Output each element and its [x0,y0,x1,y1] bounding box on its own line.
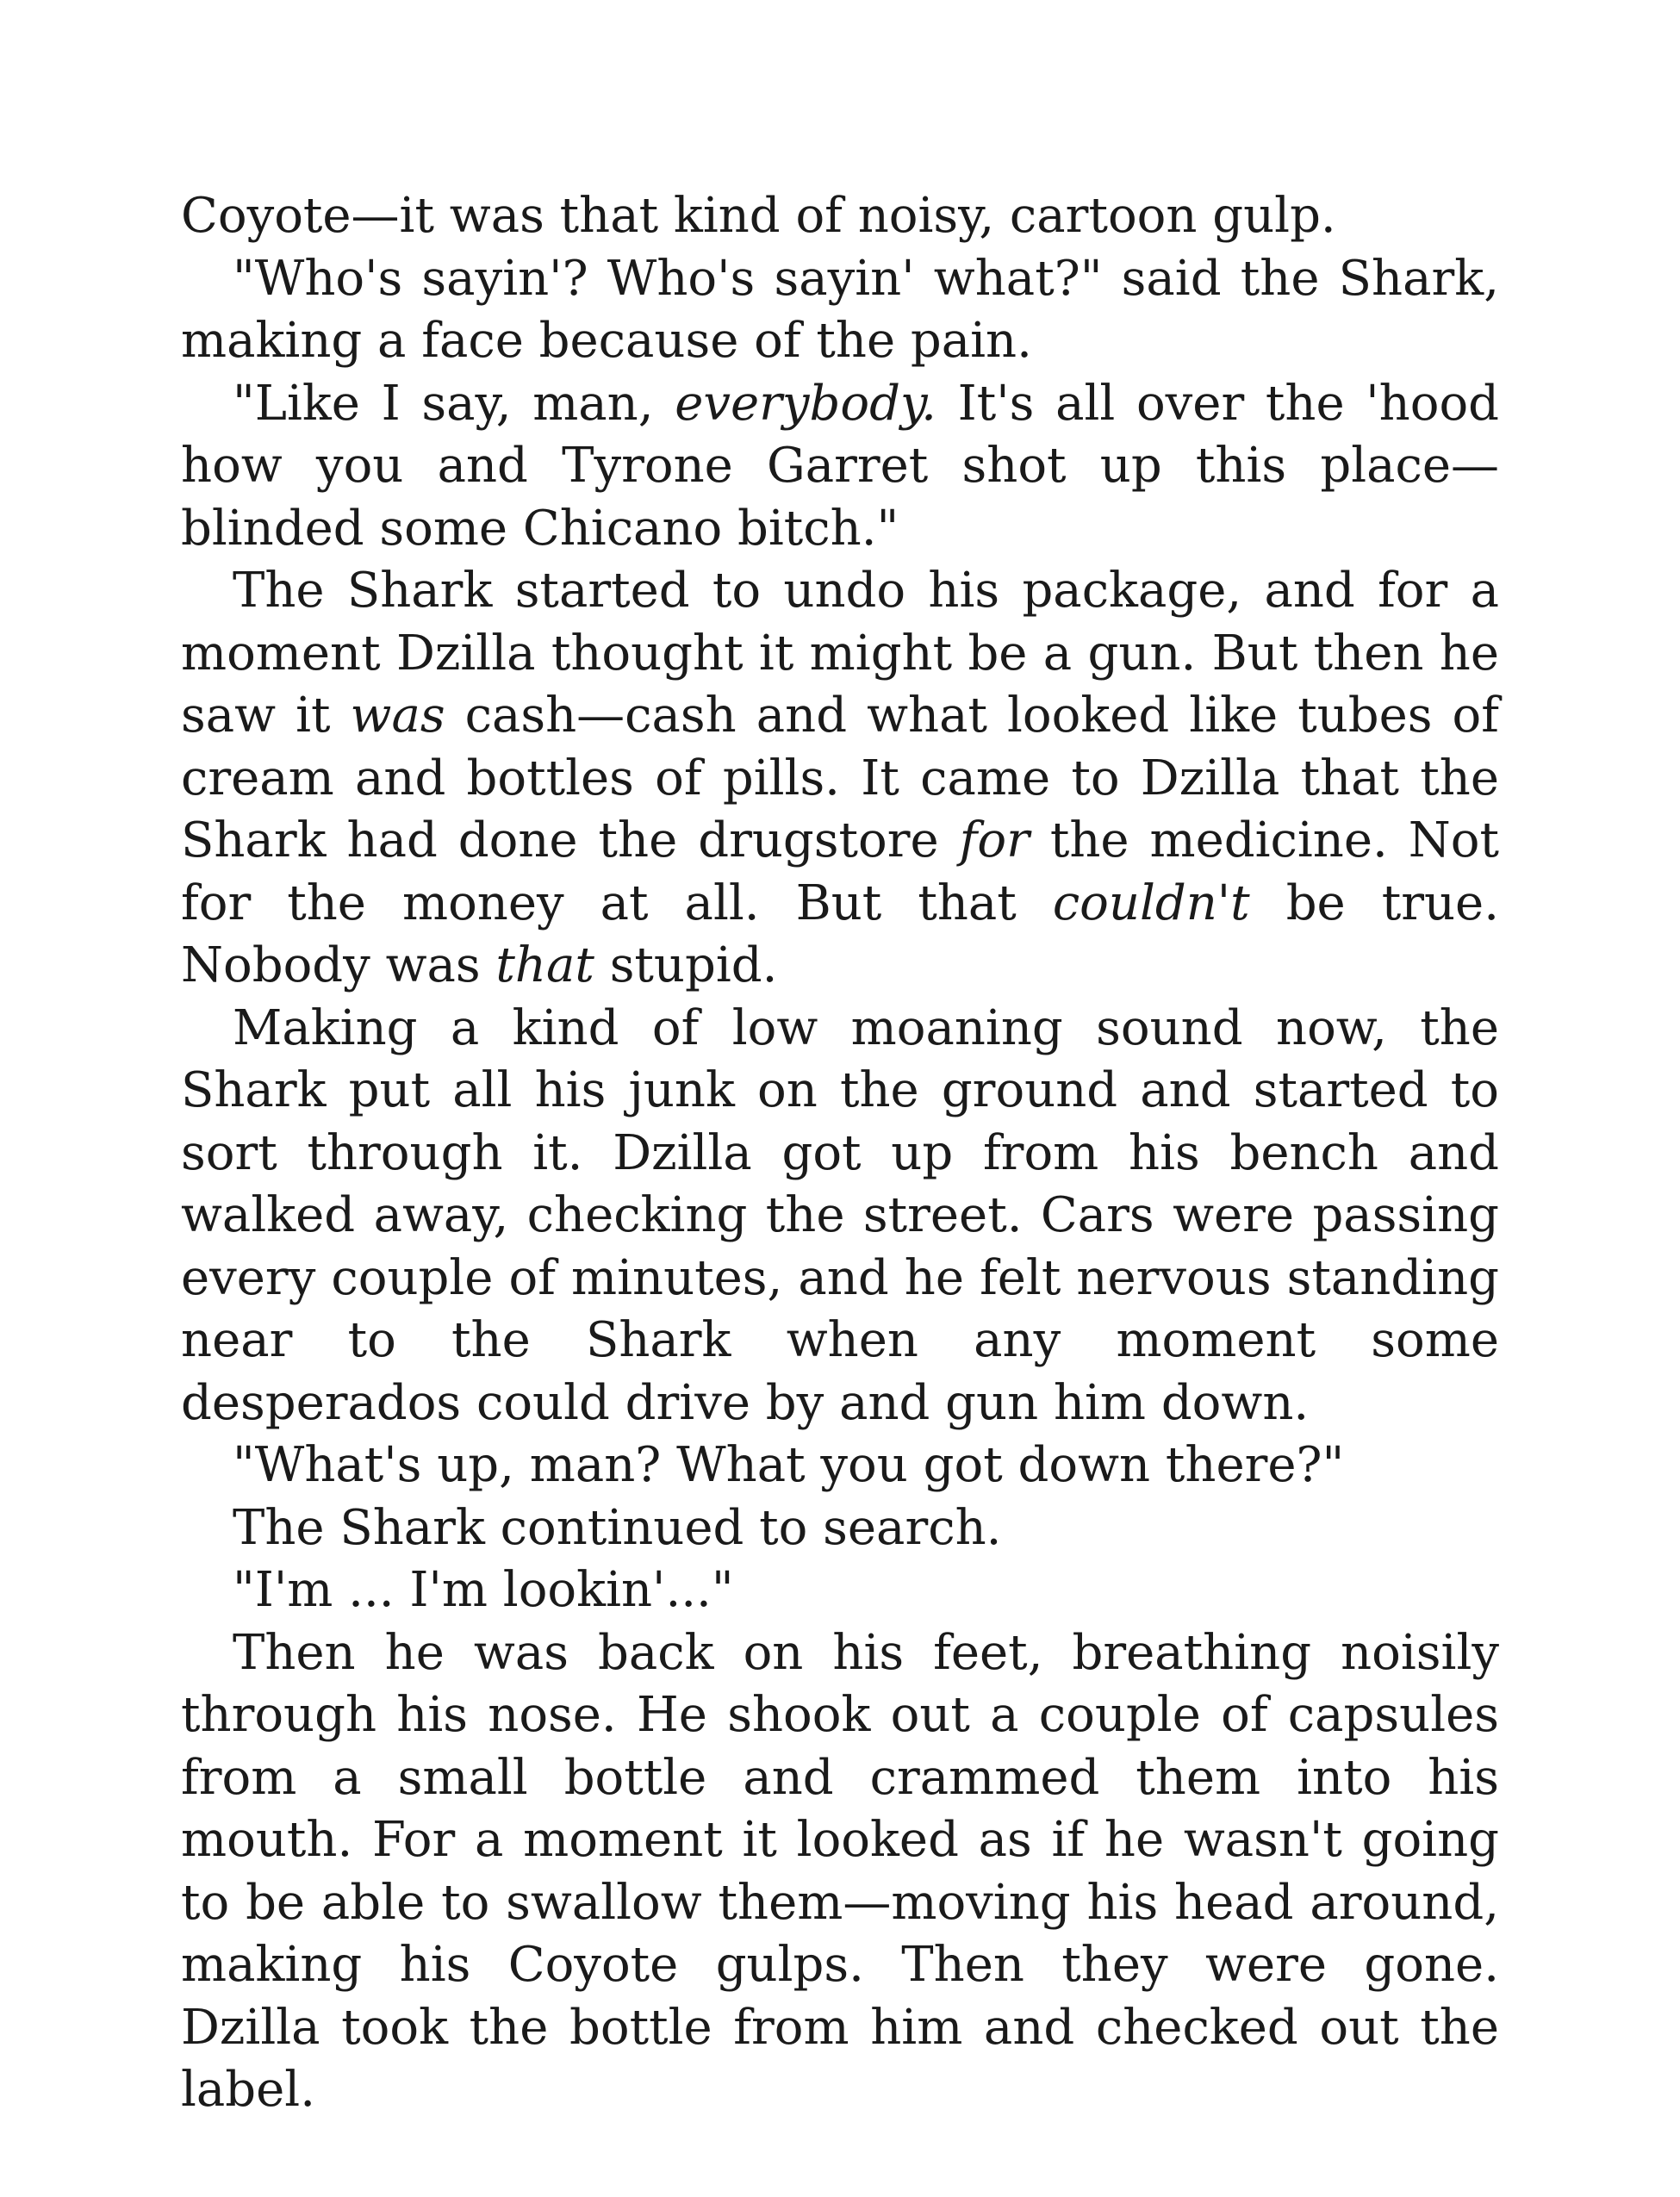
italic-text-run: couldn't [1052,874,1250,931]
text-run: the medicine. Not for the money at all. But that [181,812,1500,931]
paragraph [181,1435,1499,1497]
paragraph [181,373,1499,561]
text-run: Making a kind of low moaning sound now, the Shark put all his junk on the ground and started to sort through it. Dzilla got up from his bench and walked away, checking the street. Cars were passing every couple of minutes, and he felt nervous standing near to the Shark when any moment some desperados could drive by and gun him down. [181,999,1499,1431]
text-run: "Like I say, man, [233,375,675,432]
text-run: Then he was back on his feet, breathing noisily through his nose. He shook out a couple of capsules from a small bottle and crammed them into his mouth. For a moment it looked as if he wasn't going to be able to swallow them—moving his head around, making his Coyote gulps. Then they were gone. Dzilla took the bottle from him and checked out the label. [181,1624,1499,2118]
italic-text-run: for [959,812,1030,868]
text-run: be true. Nobody was [181,874,1499,993]
paragraph [181,185,1499,248]
page-text [181,185,1499,2122]
paragraph [181,1622,1499,2122]
italic-text-run: was [350,688,445,744]
paragraph [181,1559,1499,1622]
paragraph [181,560,1499,998]
text-run: stupid. [594,937,778,993]
paragraph [181,248,1499,373]
text-run: cash—cash and what looked like tubes of cream and bottles of pills. It came to Dzilla that the Shark had done the drugstore [181,688,1499,868]
paragraph [181,998,1499,1435]
text-run: It's all over the 'hood how you and Tyrone Garret shot up this place—blinded some Chicano bitch." [181,375,1500,557]
italic-text-run: everybody. [675,375,936,432]
paragraph [181,1497,1499,1560]
text-run: The Shark continued to search. [233,1499,1002,1556]
text-run: "I'm ... I'm lookin'..." [233,1562,734,1618]
text-run: "What's up, man? What you got down there?" [233,1437,1345,1493]
text-run: Coyote—it was that kind of noisy, cartoon gulp. [181,188,1336,244]
text-run: "Who's sayin'? Who's sayin' what?" said the Shark, making a face because of the pain. [181,250,1499,369]
text-run: The Shark started to undo his package, and for a moment Dzilla thought it might be a gun. But then he saw it [181,563,1499,744]
italic-text-run: that [495,937,594,993]
